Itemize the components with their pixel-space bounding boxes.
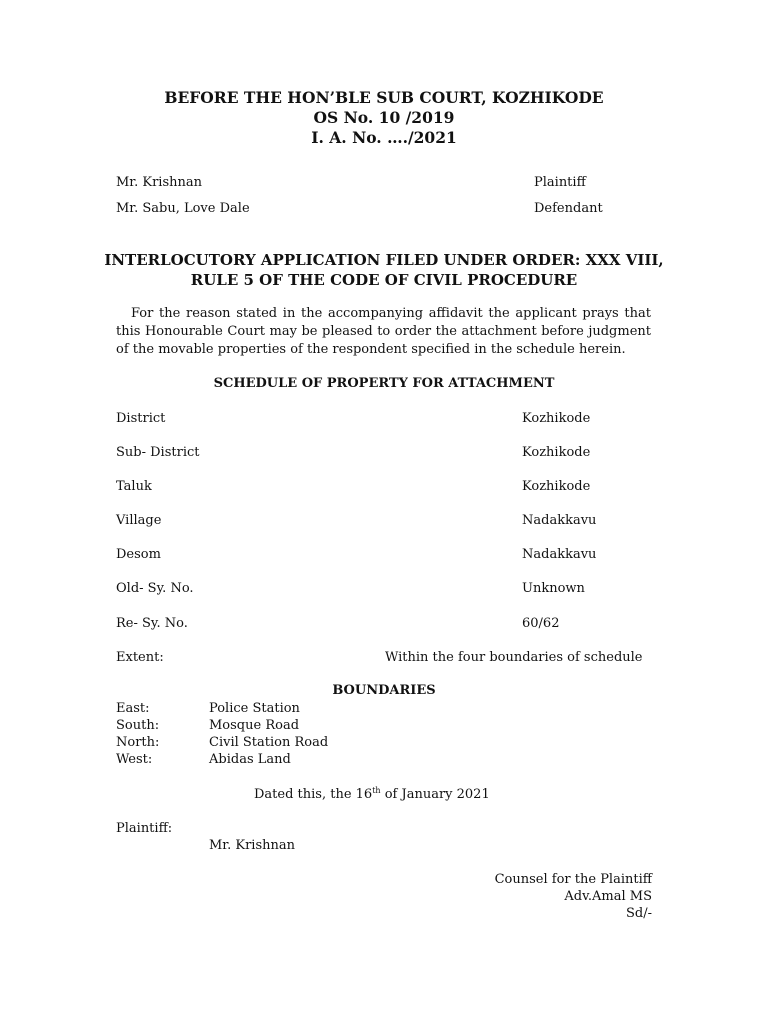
boundary-direction: North: <box>116 735 160 750</box>
schedule-value: Nadakkavu <box>522 513 597 528</box>
schedule-value: Kozhikode <box>522 411 591 426</box>
application-title-line2: RULE 5 OF THE CODE OF CIVIL PROCEDURE <box>190 271 578 289</box>
schedule-label: Desom <box>116 547 161 562</box>
dated-prefix: Dated this, the 16 <box>254 787 373 802</box>
schedule-value: Kozhikode <box>522 479 591 494</box>
ia-number: I. A. No. …./2021 <box>311 128 457 147</box>
dated-suffix: of January 2021 <box>380 787 490 802</box>
extent-label: Extent: <box>116 650 164 665</box>
signatory-label: Plaintiff: <box>116 821 173 836</box>
plaintiff-name: Mr. Krishnan <box>116 175 202 190</box>
schedule-value: Unknown <box>522 581 585 596</box>
schedule-label: Taluk <box>116 479 152 494</box>
boundaries-title: BOUNDARIES <box>332 683 436 698</box>
counsel-title: Counsel for the Plaintiff <box>494 872 652 887</box>
schedule-label: Old- Sy. No. <box>116 581 194 596</box>
counsel-name: Adv.Amal MS <box>564 889 652 904</box>
boundary-value: Mosque Road <box>209 718 300 733</box>
counsel-signature: Sd/- <box>626 906 652 921</box>
boundary-direction: South: <box>116 718 160 733</box>
dated-ordinal: th <box>372 786 381 795</box>
defendant-name: Mr. Sabu, Love Dale <box>116 201 250 216</box>
case-number: OS No. 10 /2019 <box>313 108 455 127</box>
extent-value: Within the four boundaries of schedule <box>385 650 643 665</box>
schedule-value: Nadakkavu <box>522 547 597 562</box>
dated-line <box>254 788 490 801</box>
application-title-line1: INTERLOCUTORY APPLICATION FILED UNDER ORDER: XXX VIII, <box>104 251 664 269</box>
signatory-name: Mr. Krishnan <box>209 838 295 853</box>
prayer-paragraph: For the reason stated in the accompanying affidavit the applicant prays that this Honourable Court may be pleased to order the attachment before judgment of the movable properties of the respondent specified in the schedule herein. <box>116 306 651 357</box>
boundary-value: Abidas Land <box>209 752 291 767</box>
schedule-label: Village <box>116 513 162 528</box>
boundary-value: Police Station <box>209 701 300 716</box>
schedule-title: SCHEDULE OF PROPERTY FOR ATTACHMENT <box>213 376 555 391</box>
defendant-role: Defendant <box>534 201 603 216</box>
schedule-value: 60/62 <box>522 616 560 631</box>
schedule-label: Sub- District <box>116 445 200 460</box>
boundary-value: Civil Station Road <box>209 735 329 750</box>
schedule-label: District <box>116 411 166 426</box>
schedule-label: Re- Sy. No. <box>116 616 188 631</box>
boundary-direction: East: <box>116 701 150 716</box>
plaintiff-role: Plaintiff <box>534 175 586 190</box>
schedule-value: Kozhikode <box>522 445 591 460</box>
court-heading: BEFORE THE HON’BLE SUB COURT, KOZHIKODE <box>164 88 604 107</box>
boundary-direction: West: <box>116 752 153 767</box>
